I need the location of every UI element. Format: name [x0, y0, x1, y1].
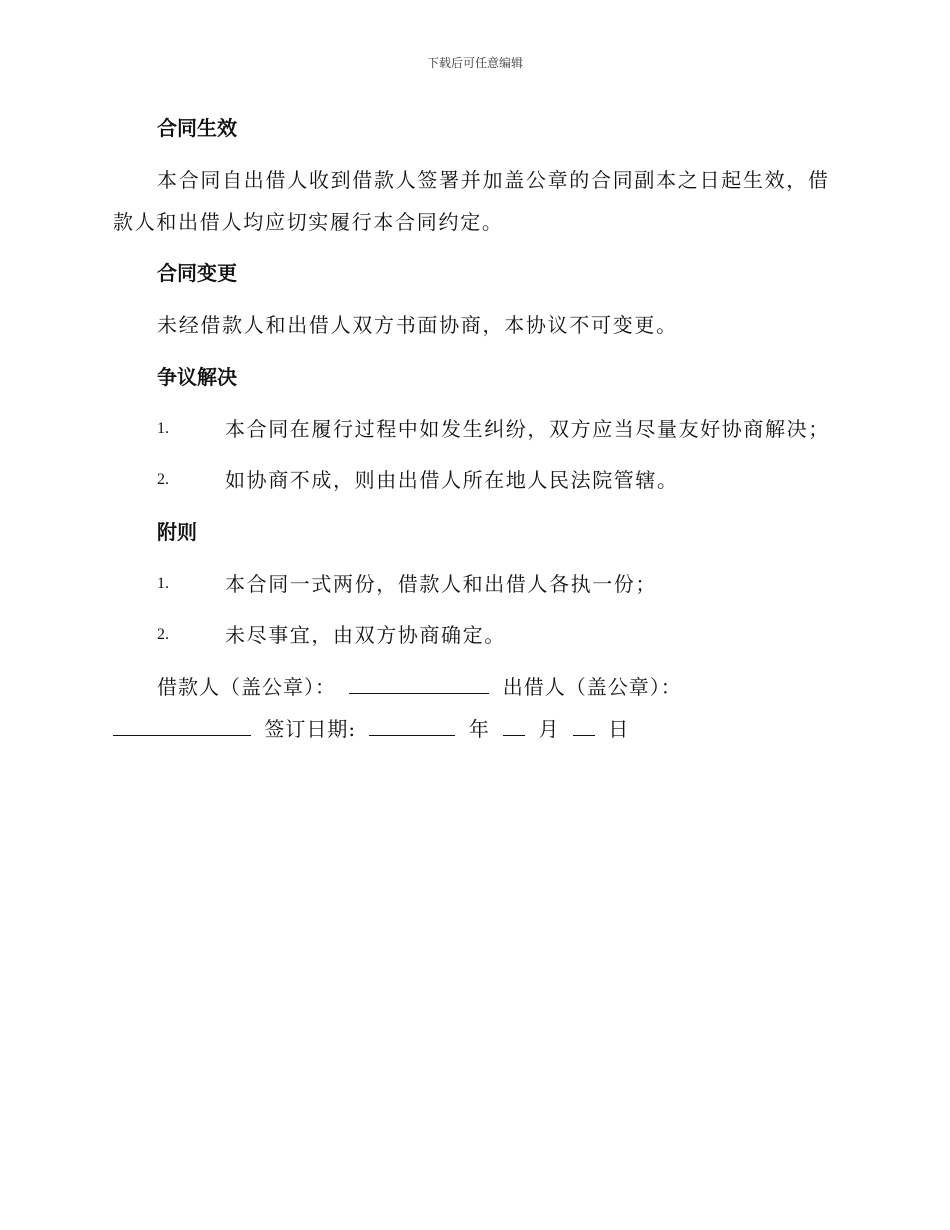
dispute-item-1-number: 1.	[157, 420, 169, 437]
signature-line-1	[157, 675, 682, 699]
month-label: 月	[538, 717, 560, 741]
year-blank[interactable]	[369, 717, 455, 736]
change-paragraph: 未经借款人和出借人双方书面协商，本协议不可变更。	[157, 313, 678, 337]
effect-paragraph-line-2: 款人和出借人均应切实履行本合同约定。	[113, 210, 504, 234]
lender-signature-blank[interactable]	[113, 717, 251, 736]
section-title-dispute: 争议解决	[157, 365, 237, 389]
appendix-item-2-text: 未尽事宜，由双方协商确定。	[225, 623, 506, 647]
section-title-effect: 合同生效	[157, 116, 237, 140]
effect-paragraph-line-1: 本合同自出借人收到借款人签署并加盖公章的合同副本之日起生效，借	[157, 168, 830, 192]
borrower-seal-label: 借款人（盖公章）：	[157, 675, 336, 699]
appendix-item-2-number: 2.	[157, 626, 169, 643]
day-blank[interactable]	[573, 717, 595, 736]
appendix-item-1-text: 本合同一式两份，借款人和出借人各执一份；	[225, 572, 657, 596]
borrower-signature-blank[interactable]	[349, 675, 489, 694]
section-title-appendix: 附则	[157, 520, 197, 544]
lender-seal-label: 出借人（盖公章）：	[502, 675, 682, 699]
month-blank[interactable]	[503, 717, 525, 736]
appendix-item-1-number: 1.	[157, 575, 169, 592]
dispute-item-2-number: 2.	[157, 471, 169, 488]
day-label: 日	[608, 717, 630, 741]
dispute-item-1-text: 本合同在履行过程中如发生纠纷，双方应当尽量友好协商解决；	[225, 417, 830, 441]
section-title-change: 合同变更	[157, 261, 237, 285]
signature-line-2	[113, 717, 629, 741]
year-label: 年	[468, 717, 490, 741]
sign-date-label: 签订日期:	[264, 717, 357, 741]
page-header: 下载后可任意编辑	[426, 56, 523, 70]
dispute-item-2-text: 如协商不成，则由出借人所在地人民法院管辖。	[225, 468, 679, 492]
